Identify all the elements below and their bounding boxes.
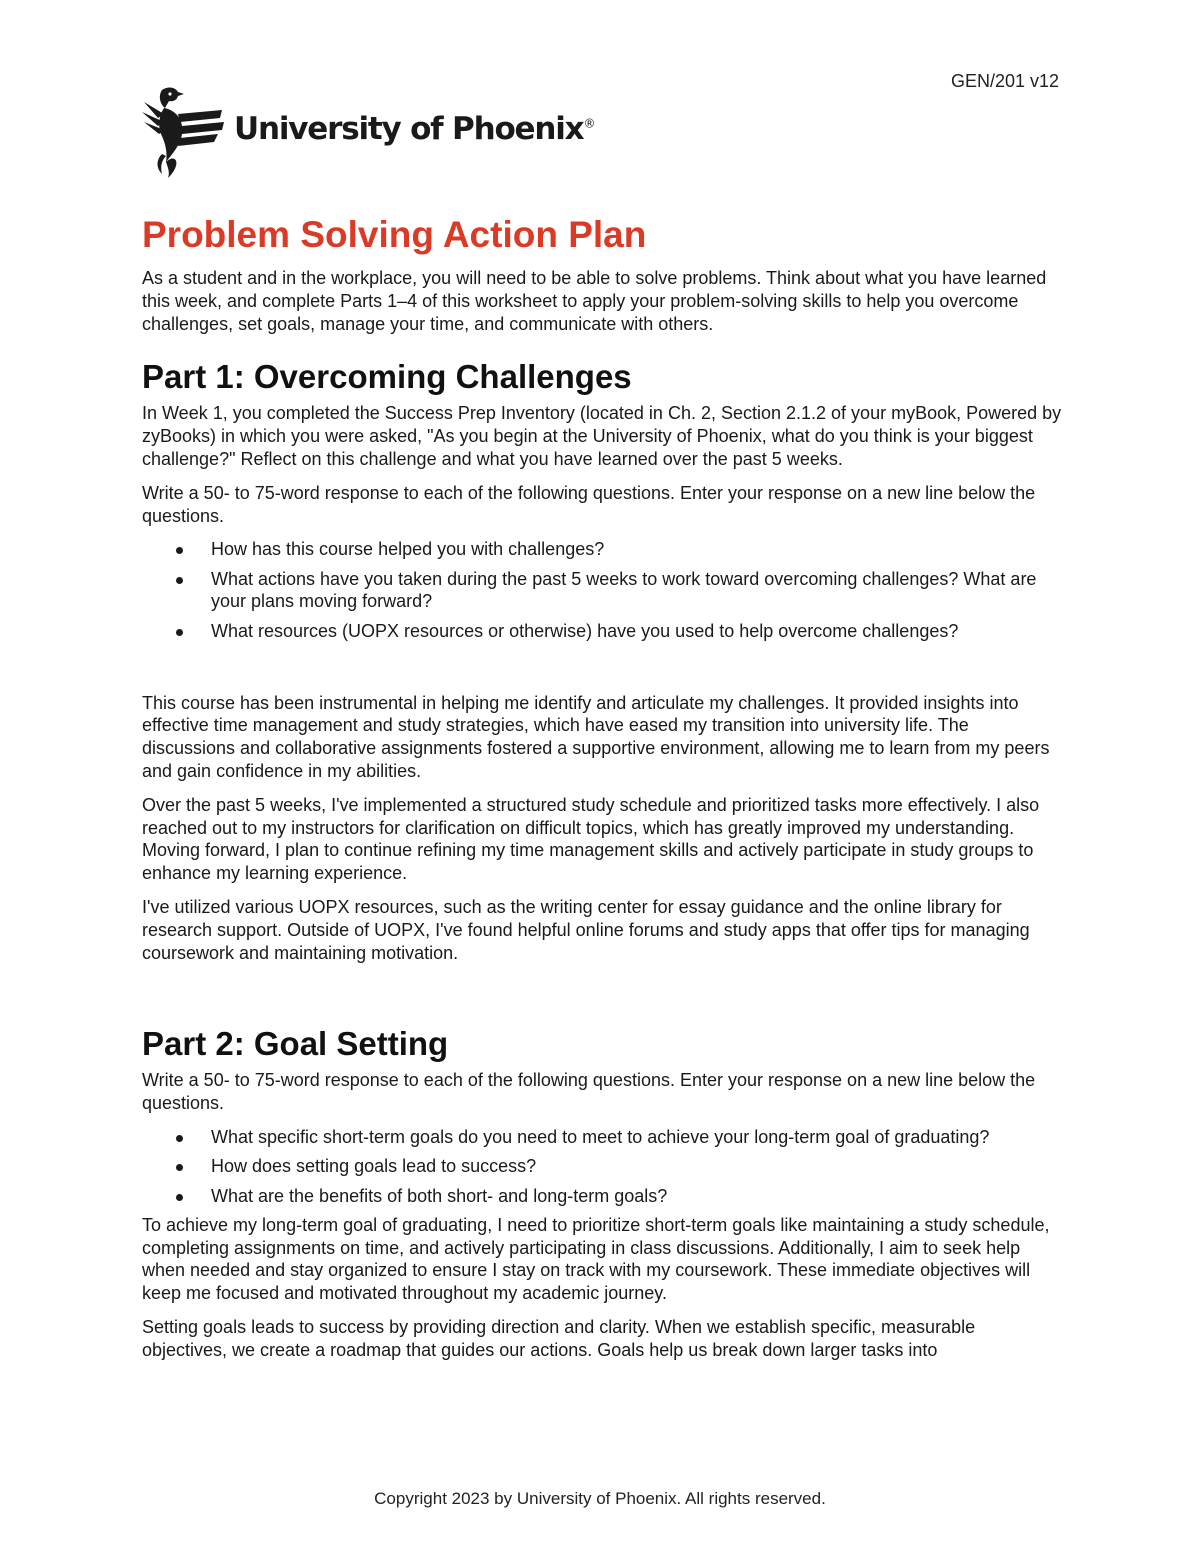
page-title: Problem Solving Action Plan: [142, 214, 647, 255]
university-logo: [142, 84, 595, 178]
document-body: [142, 212, 1062, 1362]
list-item: What specific short-term goals do you need to meet to achieve your long-term goal of graduating?: [142, 1126, 1062, 1149]
part1-context: In Week 1, you completed the Success Prep Inventory (located in Ch. 2, Section 2.1.2 of your myBook, Powered by zyBooks) in which you were asked, "As you begin at the University of Phoenix, what do you think is your biggest challenge?" Reflect on this challenge and what you have learned over the past 5 weeks.: [142, 403, 1062, 469]
part1-response: I've utilized various UOPX resources, such as the writing center for essay guidance and the online library for research support. Outside of UOPX, I've found helpful online forums and study apps that offer tips for managing coursework and maintaining motivation.: [142, 896, 1030, 963]
document-version: GEN/201 v12: [950, 71, 1059, 91]
part1-response: Over the past 5 weeks, I've implemented a structured study schedule and prioritized tasks more effectively. I also reached out to my instructors for clarification on difficult topics, which has greatly improved my understanding. Moving forward, I plan to continue refining my time management skills and actively participate in study groups to enhance my learning experience.: [142, 794, 1040, 884]
part1-response: This course has been instrumental in helping me identify and articulate my challenges. It provided insights into effective time management and study strategies, which have eased my transition into university life. The discussions and collaborative assignments fostered a supportive environment, allowing me to learn from my peers and gain confidence in my abilities.: [142, 692, 1050, 781]
list-item: What actions have you taken during the past 5 weeks to work toward overcoming challenges? What are your plans moving forward?: [142, 568, 1062, 614]
logo-wordmark: University of Phoenix®: [234, 111, 596, 147]
part2-heading: Part 2: Goal Setting: [142, 1025, 449, 1063]
copyright-footer: Copyright 2023 by University of Phoenix. All rights reserved.: [374, 1489, 826, 1508]
bullet-icon: [176, 629, 183, 636]
bullet-icon: [176, 1194, 183, 1201]
part2-question-list: [142, 1126, 1062, 1207]
bullet-icon: [176, 547, 183, 554]
part2-response: Setting goals leads to success by providing direction and clarity. When we establish specific, measurable objectives, we create a roadmap that guides our actions. Goals help us break down larger tasks into: [142, 1317, 976, 1360]
list-item: How has this course helped you with challenges?: [142, 538, 1062, 561]
bullet-icon: [176, 577, 183, 584]
part2-instructions: Write a 50- to 75-word response to each of the following questions. Enter your response on a new line below the questions.: [142, 1070, 1036, 1114]
bullet-icon: [176, 1164, 183, 1171]
intro-paragraph: As a student and in the workplace, you will need to be able to solve problems. Think about what you have learned this week, and complete Parts 1–4 of this worksheet to apply your problem-solving skills to help you overcome challenges, set goals, manage your time, and communicate with others.: [142, 268, 1047, 334]
part1-question-list: [142, 538, 1062, 642]
phoenix-icon: [142, 84, 226, 178]
list-item: How does setting goals lead to success?: [142, 1155, 1062, 1178]
part2-response: To achieve my long-term goal of graduating, I need to prioritize short-term goals like maintaining a study schedule, completing assignments on time, and actively participating in class discussions. Additionally, I aim to seek help when needed and stay organized to ensure I stay on track with my coursework. These immediate objectives will keep me focused and motivated throughout my academic journey.: [142, 1214, 1050, 1304]
list-item: What are the benefits of both short- and long-term goals?: [142, 1185, 1062, 1208]
list-item: What resources (UOPX resources or otherwise) have you used to help overcome challenges?: [142, 620, 1062, 643]
part1-instructions: Write a 50- to 75-word response to each of the following questions. Enter your response on a new line below the questions.: [142, 482, 1036, 526]
part1-heading: Part 1: Overcoming Challenges: [142, 358, 632, 396]
bullet-icon: [176, 1135, 183, 1142]
